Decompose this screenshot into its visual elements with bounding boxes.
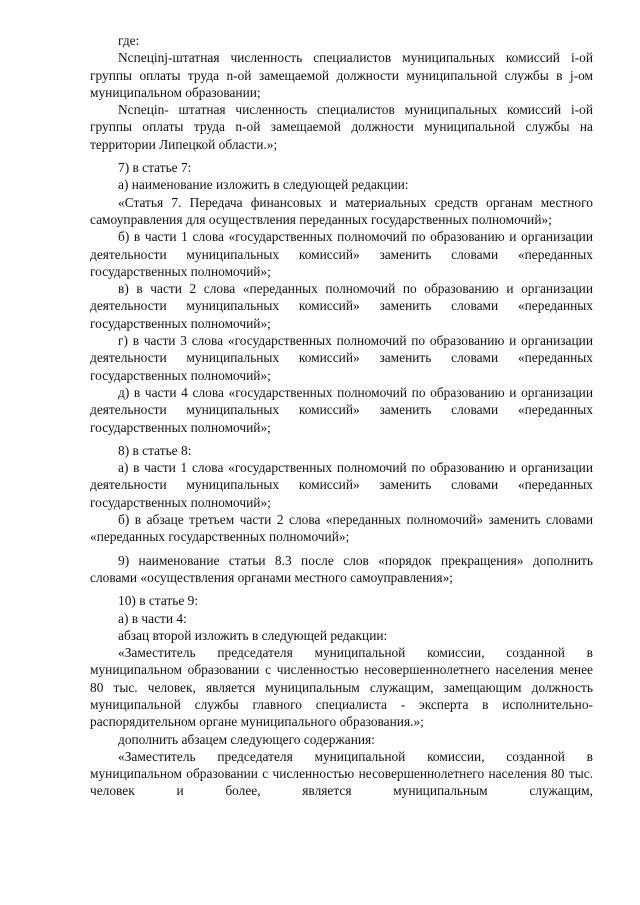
paragraph: Nспецinj-штатная численность специалистов муниципальных комиссий i-ой группы оплаты труда n-ой замещаемой должности муниципальной службы в j-ом муниципальном образовании;	[90, 50, 593, 100]
paragraph: дополнить абзацем следующего содержания:	[118, 731, 375, 747]
paragraph: а) в части 4:	[118, 610, 187, 626]
paragraph: «Заместитель председателя муниципальной комиссии, созданной в муниципальном образовании с численностью несовершеннолетнего населения 80 тыс. человек и более, является муниципальным служащим,	[90, 748, 593, 799]
paragraph: Nспецin- штатная численность специалистов муниципальных комиссий i-ой группы оплаты труда n-ой замещаемой должности муниципальной службы на территории Липецкой области.»;	[90, 102, 593, 152]
paragraph: б) в части 1 слова «государственных полномочий по образованию и организации деятельности муниципальных комиссий» заменить словами «переданных государственных полномочий»;	[90, 229, 593, 279]
paragraph: б) в абзаце третьем части 2 слова «переданных полномочий» заменить словами «переданных государственных полномочий»;	[90, 512, 593, 545]
paragraph: в) в части 2 слова «переданных полномочий по образованию и организации деятельности муниципальных комиссий» заменить словами «переданных государственных полномочий»;	[90, 281, 593, 331]
paragraph: а) наименование изложить в следующей редакции:	[118, 177, 409, 193]
paragraph: г) в части 3 слова «государственных полномочий по образованию и организации деятельности муниципальных комиссий» заменить словами «переданных государственных полномочий»;	[90, 333, 593, 383]
paragraph: д) в части 4 слова «государственных полномочий по образованию и организации деятельности муниципальных комиссий» заменить словами «переданных государственных полномочий»;	[90, 384, 593, 435]
paragraph: 9) наименование статьи 8.3 после слов «порядок прекращения» дополнить словами «осуществления органами местного самоуправления»;	[90, 552, 593, 585]
paragraph: 8) в статье 8:	[118, 442, 192, 458]
paragraph: а) в части 1 слова «государственных полномочий по образованию и организации деятельности муниципальных комиссий» заменить словами «переданных государственных полномочий»;	[90, 460, 593, 510]
paragraph: где:	[118, 33, 140, 48]
paragraph: «Статья 7. Передача финансовых и материальных средств органам местного самоуправления для осуществления переданных государственных полномочий»;	[90, 194, 593, 227]
paragraph: 10) в статье 9:	[118, 593, 199, 609]
paragraph: 7) в статье 7:	[118, 160, 192, 176]
paragraph: «Заместитель председателя муниципальной комиссии, созданной в муниципальном образовании с численностью несовершеннолетнего населения менее 80 тыс. человек, является муниципальным служащим, замещающим должность муниципальной службы главного специалиста - эксперта в исполнительно-распорядительном органе муниципального образования.»;	[90, 645, 593, 730]
paragraph: абзац второй изложить в следующей редакции:	[118, 627, 388, 643]
